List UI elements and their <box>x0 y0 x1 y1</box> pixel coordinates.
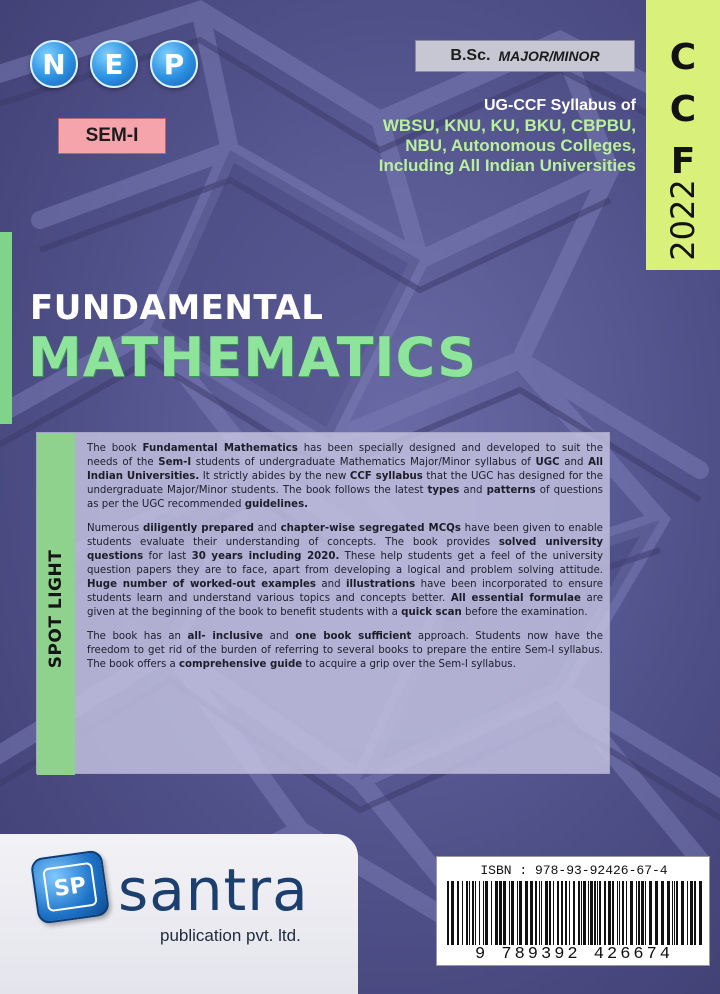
semester-badge: SEM-I <box>58 118 166 154</box>
ccf-letter: C <box>669 89 697 130</box>
spotlight-paragraph: The book Fundamental Mathematics has been specially designed and developed to suit the needs of the Sem-I students of undergraduate Mathematics Major/Minor syllabus of UGC and All Indian Universities. It strictly abides by the new CCF syllabus that the UGC has designed for the undergraduate Major/Minor students. The book follows the latest types and patterns of questions as per the UGC recommended guidelines. <box>87 443 603 510</box>
ccf-year: 2022 <box>664 179 702 261</box>
isbn-label: ISBN : 978-93-92426-67-4 <box>480 863 668 878</box>
publisher-tagline: publication pvt. ltd. <box>160 926 301 945</box>
syllabus-line: WBSU, KNU, KU, BKU, CBPBU, <box>382 116 636 135</box>
title-line-1: FUNDAMENTAL <box>30 288 324 328</box>
publisher-logo <box>30 849 110 924</box>
syllabus-line: NBU, Autonomous Colleges, <box>405 136 636 155</box>
barcode-digits: 9 789392 426674 <box>474 945 674 964</box>
syllabus-line: Including All Indian Universities <box>378 156 636 175</box>
degree-course: B.Sc. <box>450 47 491 64</box>
isbn-barcode <box>436 856 710 966</box>
ccf-letter: F <box>670 141 696 182</box>
spotlight-paragraph: The book has an all- inclusive and one book sufficient approach. Students now have the freedom to get rid of the burden of referring to several books to prepare the entire Sem-I syllabus. The book offers a comprehensive guide to acquire a grip over the Sem-I syllabus. <box>87 631 603 670</box>
title-line-2: MATHEMATICS <box>28 326 478 389</box>
spotlight-label: SPOT LIGHT <box>46 549 66 669</box>
degree-type: MAJOR/MINOR <box>498 48 600 64</box>
ccf-letters <box>646 32 720 188</box>
spotlight-paragraph: Numerous diligently prepared and chapter-wise segregated MCQs have been given to enable students evaluate their understanding of concepts. The book provides solved university questions for last 30 years including 2020. These help students get a feel of the university question papers they are to face, apart from developing a logical and problem solving attitude. Huge number of worked-out examples and illustrations have been incorporated to ensure students learn and understand various topics and concepts better. All essential formulae are given at the beginning of the book to benefit students with a quick scan before the examination. <box>87 523 604 618</box>
publisher-name: santra <box>118 856 309 924</box>
spotlight-bar <box>37 433 75 775</box>
title-accent-bar <box>0 232 12 424</box>
spotlight-box <box>36 432 610 774</box>
ccf-letter: C <box>669 37 697 78</box>
nep-letter-e: E <box>90 40 138 88</box>
barcode-bars <box>443 881 705 945</box>
degree-badge <box>415 40 635 72</box>
publisher-logo-mark: SP <box>42 862 98 913</box>
publisher-panel <box>0 834 358 994</box>
syllabus-info <box>306 96 636 176</box>
spotlight-text <box>87 442 603 682</box>
nep-badges <box>30 40 198 88</box>
nep-letter-n: N <box>30 40 78 88</box>
nep-letter-p: P <box>150 40 198 88</box>
ccf-strip <box>646 0 720 270</box>
syllabus-heading: UG-CCF Syllabus of <box>483 97 636 114</box>
